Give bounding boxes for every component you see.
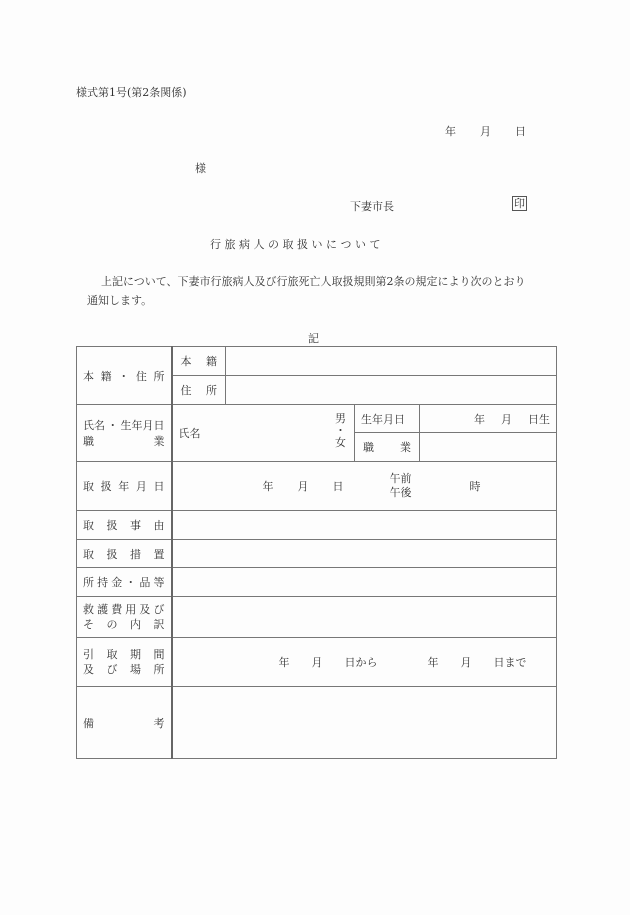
from-month: 月 bbox=[311, 656, 323, 669]
label-char: 措 bbox=[130, 547, 141, 561]
label-char: 護 bbox=[97, 603, 109, 616]
table-row-relief-costs bbox=[77, 597, 557, 638]
label-text: 業 bbox=[153, 435, 165, 448]
sublabel-birthdate bbox=[355, 405, 420, 433]
label-char: 所 bbox=[153, 663, 165, 676]
label-char: 引 bbox=[83, 648, 94, 661]
table-row-name bbox=[77, 405, 557, 433]
label-domicile-address bbox=[77, 347, 172, 405]
label-char: 所 bbox=[153, 369, 165, 383]
label-char: 住 bbox=[180, 384, 192, 397]
label-char: 持 bbox=[97, 576, 109, 589]
birth-day: 日生 bbox=[528, 412, 551, 426]
am-option[interactable]: 午前 bbox=[389, 472, 412, 485]
pickup-period-field[interactable] bbox=[172, 638, 557, 687]
pm-option[interactable]: 午後 bbox=[389, 486, 412, 499]
sex-male[interactable]: 男 bbox=[335, 412, 346, 425]
label-char: 間 bbox=[153, 648, 165, 661]
table-row-handling-date bbox=[77, 462, 557, 511]
body-text-line2: 通知します。 bbox=[87, 294, 153, 307]
table-row-measures bbox=[77, 540, 557, 568]
label-char: 金 bbox=[111, 576, 123, 589]
table-row-reason bbox=[77, 511, 557, 540]
label-name-birth-job bbox=[77, 405, 172, 462]
label-text: 職 bbox=[83, 435, 94, 448]
label-handling-measures bbox=[77, 540, 172, 568]
table-row-pickup bbox=[77, 638, 557, 687]
label-pickup-period-place bbox=[77, 638, 172, 687]
label-char: 等 bbox=[153, 576, 165, 589]
label-text: 生年月日 bbox=[120, 419, 165, 432]
sublabel-domicile bbox=[172, 347, 226, 376]
label-char: 所 bbox=[83, 576, 94, 589]
sublabel-occupation bbox=[355, 433, 420, 462]
label-char: 取 bbox=[83, 519, 94, 532]
label-char: 業 bbox=[400, 441, 411, 454]
sender-name: 下妻市長 bbox=[350, 200, 394, 213]
label-char: 置 bbox=[153, 547, 165, 561]
label-char: そ bbox=[83, 618, 94, 631]
label-char: の bbox=[106, 618, 118, 631]
handling-day: 日 bbox=[332, 480, 344, 493]
addressee-suffix: 様 bbox=[195, 162, 206, 175]
label-money-belongings bbox=[77, 568, 172, 597]
label-text: 氏名 bbox=[83, 419, 105, 432]
label-char: 備 bbox=[83, 716, 94, 730]
sublabel-address bbox=[172, 376, 226, 405]
from-year: 年 bbox=[278, 656, 290, 669]
label-char: ・ bbox=[118, 369, 130, 383]
label-char: 扱 bbox=[106, 547, 118, 561]
label-char: 由 bbox=[153, 519, 165, 532]
birthdate-field[interactable] bbox=[420, 405, 557, 433]
handling-reason-field[interactable] bbox=[172, 511, 557, 540]
label-char: 籍 bbox=[206, 355, 217, 368]
label-char: 職 bbox=[363, 441, 374, 454]
label-char: 内 bbox=[130, 618, 141, 631]
label-char: 取 bbox=[106, 648, 118, 661]
label-text: ・ bbox=[107, 419, 119, 432]
to-month: 月 bbox=[460, 656, 472, 669]
label-relief-costs bbox=[77, 597, 172, 638]
label-char: 取 bbox=[83, 547, 94, 561]
label-char: ・ bbox=[125, 576, 137, 589]
label-char: 場 bbox=[130, 663, 141, 676]
money-belongings-field[interactable] bbox=[172, 568, 557, 597]
form-number: 様式第1号(第2条関係) bbox=[76, 86, 187, 99]
seal-mark bbox=[512, 196, 527, 211]
handling-hour: 時 bbox=[469, 480, 481, 493]
birth-month: 月 bbox=[501, 412, 513, 426]
to-year: 年 bbox=[427, 656, 439, 669]
sex-choice[interactable] bbox=[335, 413, 346, 449]
document-title: 行 旅 病 人 の 取 扱 い に つ い て bbox=[210, 238, 381, 251]
table-row-remarks bbox=[77, 687, 557, 759]
label-char: 本 bbox=[180, 355, 192, 368]
label-char: 費 bbox=[111, 603, 123, 616]
label-char: 年 bbox=[118, 480, 130, 493]
label-char: 取 bbox=[83, 480, 94, 493]
occupation-field[interactable] bbox=[420, 433, 557, 462]
date-month: 月 bbox=[480, 125, 491, 138]
sex-separator: ・ bbox=[335, 424, 346, 437]
label-char: 訳 bbox=[153, 618, 165, 631]
label-char: 日 bbox=[153, 480, 165, 493]
label-handling-date bbox=[77, 462, 172, 511]
handling-month: 月 bbox=[297, 480, 309, 493]
notification-table bbox=[76, 346, 557, 759]
label-text: 生年月日 bbox=[361, 412, 405, 426]
label-char: 月 bbox=[135, 480, 147, 493]
seal-icon: 印 bbox=[514, 197, 525, 210]
label-remarks bbox=[77, 687, 172, 759]
handling-year: 年 bbox=[262, 480, 274, 493]
name-label: 氏名 bbox=[178, 427, 201, 440]
from-day: 日から bbox=[344, 656, 378, 669]
relief-costs-field[interactable] bbox=[172, 597, 557, 638]
label-char: 所 bbox=[206, 384, 217, 397]
label-char: び bbox=[106, 663, 118, 676]
label-char: 本 bbox=[83, 369, 94, 383]
label-char: び bbox=[153, 603, 165, 616]
name-field[interactable] bbox=[172, 405, 355, 462]
label-char: 期 bbox=[130, 648, 141, 661]
birth-year: 年 bbox=[474, 412, 486, 426]
domicile-field[interactable] bbox=[226, 347, 557, 376]
body-text-line1: 上記について、下妻市行旅病人及び行旅死亡人取扱規則第2条の規定により次のとおり bbox=[101, 275, 526, 288]
label-char: 事 bbox=[130, 519, 141, 532]
address-field[interactable] bbox=[226, 376, 557, 405]
label-char: 品 bbox=[139, 576, 151, 589]
label-char: 籍 bbox=[100, 369, 112, 383]
label-char: 用 bbox=[125, 603, 137, 616]
label-char: 及 bbox=[139, 603, 151, 616]
table-row-belongings bbox=[77, 568, 557, 597]
to-day: 日まで bbox=[493, 656, 527, 669]
date-year: 年 bbox=[445, 125, 456, 138]
label-char: 扱 bbox=[100, 480, 112, 493]
label-char: 及 bbox=[83, 663, 94, 676]
am-pm-choice[interactable] bbox=[390, 472, 412, 500]
remarks-field[interactable] bbox=[172, 687, 557, 759]
handling-measures-field[interactable] bbox=[172, 540, 557, 568]
table-row-domicile bbox=[77, 347, 557, 376]
label-char: 救 bbox=[83, 603, 94, 616]
ki-heading: 記 bbox=[308, 332, 319, 345]
date-day: 日 bbox=[515, 125, 526, 138]
label-char: 住 bbox=[135, 369, 147, 383]
handling-date-field[interactable] bbox=[172, 462, 557, 511]
sex-female[interactable]: 女 bbox=[335, 436, 346, 449]
label-char: 扱 bbox=[106, 519, 118, 532]
label-handling-reason bbox=[77, 511, 172, 540]
label-char: 考 bbox=[153, 716, 165, 730]
